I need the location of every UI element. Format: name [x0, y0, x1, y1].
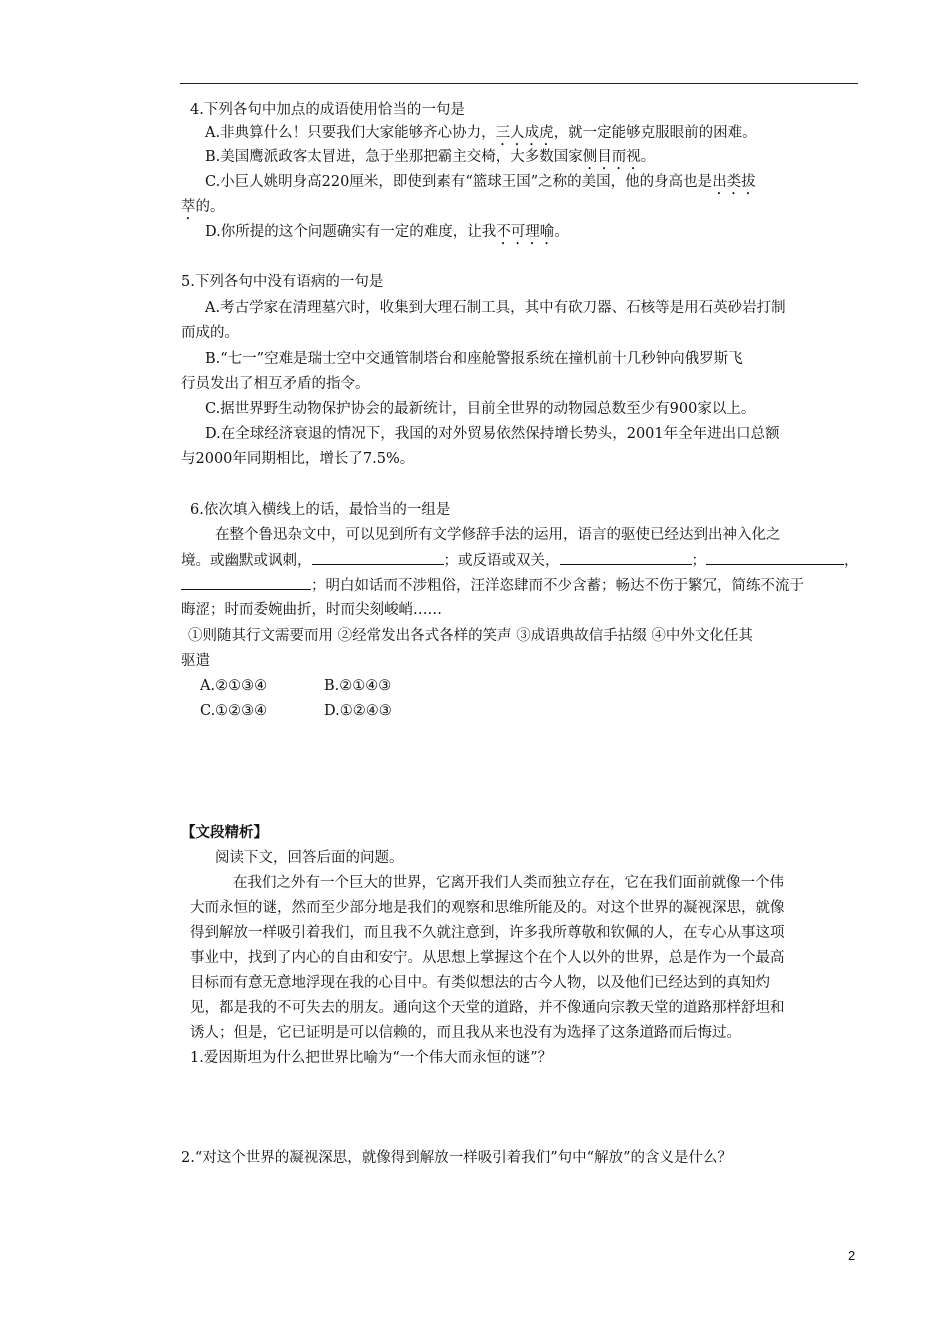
passage-line: 得到解放一样吸引着我们，而且我不久就注意到，许多我所尊敬和钦佩的人，在专心从事这项 [190, 925, 785, 941]
blank-1 [312, 548, 444, 565]
q5-option-d-cont: 与2000年同期相比，增长了7.5%。 [181, 451, 415, 467]
q4-option-b: B.美国鹰派政客太冒进，急于坐那把霸主交椅，大多数国家侧目而视。 [205, 149, 656, 165]
q6-choice-a: A.②①③④ [200, 678, 268, 694]
q5-option-b-cont: 行员发出了相互矛盾的指令。 [181, 376, 370, 392]
q6-choice-c: C.①②③④ [200, 703, 268, 719]
passage-question-1: 1.爱因斯坦为什么把世界比喻为“一个伟大而永恒的谜”？ [190, 1050, 553, 1066]
q4-c-idiom: 出类拔 [712, 174, 756, 190]
q5-option-c: C.据世界野生动物保护协会的最新统计，目前全世界的动物园总数至少有900家以上。 [205, 401, 756, 417]
passage-line: 诱人；但是，它已证明是可以信赖的，而且我从来也没有为选择了这条道路而后悔过。 [190, 1025, 741, 1041]
passage-line: 目标而有意无意地浮现在我的心目中。有类似想法的古今人物，以及他们已经达到的真知灼 [190, 975, 770, 991]
passage-line: 在我们之外有一个巨大的世界，它离开我们人类而独立存在，它在我们面前就像一个伟 [233, 875, 784, 891]
passage-intro: 阅读下文，回答后面的问题。 [215, 850, 404, 866]
q4-option-c: C.小巨人姚明身高220厘米，即使到素有“篮球王国”之称的美国，他的身高也是出类拔 [205, 174, 756, 190]
passage-question-2: 2.“对这个世界的凝视深思，就像得到解放一样吸引着我们”句中“解放”的含义是什么？ [181, 1150, 732, 1166]
q5-stem: 5.下列各句中没有语病的一句是 [181, 274, 384, 290]
q4-b-idiom: 侧目而视 [582, 149, 641, 165]
q6-options: ①则随其行文需要而用 ②经常发出各式各样的笑声 ③成语典故信手拈缀 ④中外文化任其 [188, 628, 753, 644]
q5-option-d: D.在全球经济衰退的情况下，我国的对外贸易依然保持增长势头，2001年全年进出口总额 [205, 426, 780, 442]
q4-c-idiom-end: 萃 [181, 199, 196, 215]
q4-stem: 4.下列各句中加点的成语使用恰当的一句是 [190, 102, 465, 118]
q6-stem: 6.依次填入横线上的话，最恰当的一组是 [190, 502, 451, 518]
q6-choice-d: D.①②④③ [324, 703, 392, 719]
page-number: 2 [848, 1248, 856, 1263]
blank-4 [181, 573, 311, 590]
q6-passage-line-3: ；明白如话而不涉粗俗，汪洋恣肆而不少含蓄；畅达不伤于繁冗，简练不流于 [181, 573, 804, 598]
q5-option-b: B.“七一”空难是瑞士空中交通管制塔台和座舱警报系统在撞机前十几秒钟向俄罗斯飞 [205, 351, 743, 367]
q5-option-a: A.考古学家在清理墓穴时，收集到大理石制工具，其中有砍刀器、石核等是用石英砂岩打制 [205, 300, 786, 316]
blank-3 [706, 548, 844, 565]
q4-option-a: A.非典算什么！只要我们大家能够齐心协力，三人成虎，就一定能够克服眼前的困难。 [205, 125, 757, 141]
q4-option-d: D.你所提的这个问题确实有一定的难度，让我不可理喻。 [205, 224, 569, 240]
q6-options-cont: 驱遣 [181, 653, 210, 669]
q6-choice-b: B.②①④③ [324, 678, 392, 694]
section-heading: 【文段精析】 [181, 825, 268, 841]
q4-d-idiom: 不可理喻 [496, 224, 555, 240]
q4-option-c-cont: 萃的。 [181, 199, 225, 215]
blank-2 [560, 548, 692, 565]
passage-line: 事业中，找到了内心的自由和安宁。从思想上掌握这个在个人以外的世界，总是作为一个最高 [190, 950, 785, 966]
q6-passage-line-2: 境。或幽默或讽刺， ；或反语或双关， ； ， [181, 548, 859, 573]
q6-passage-line-4: 晦涩；时而委婉曲折，时而尖刻峻峭…… [181, 602, 442, 618]
q5-option-a-cont: 而成的。 [181, 325, 239, 341]
header-rule [180, 83, 858, 84]
passage-line: 见，都是我的不可失去的朋友。通向这个天堂的道路，并不像通向宗教天堂的道路那样舒坦和 [190, 1000, 785, 1016]
q6-passage-line-1: 在整个鲁迅杂文中，可以见到所有文学修辞手法的运用，语言的驱使已经达到出神入化之 [215, 527, 781, 543]
q4-a-idiom: 三人成虎 [495, 125, 554, 141]
passage-line: 大而永恒的谜，然而至少部分地是我们的观察和思维所能及的。对这个世界的凝视深思，就像 [190, 900, 785, 916]
